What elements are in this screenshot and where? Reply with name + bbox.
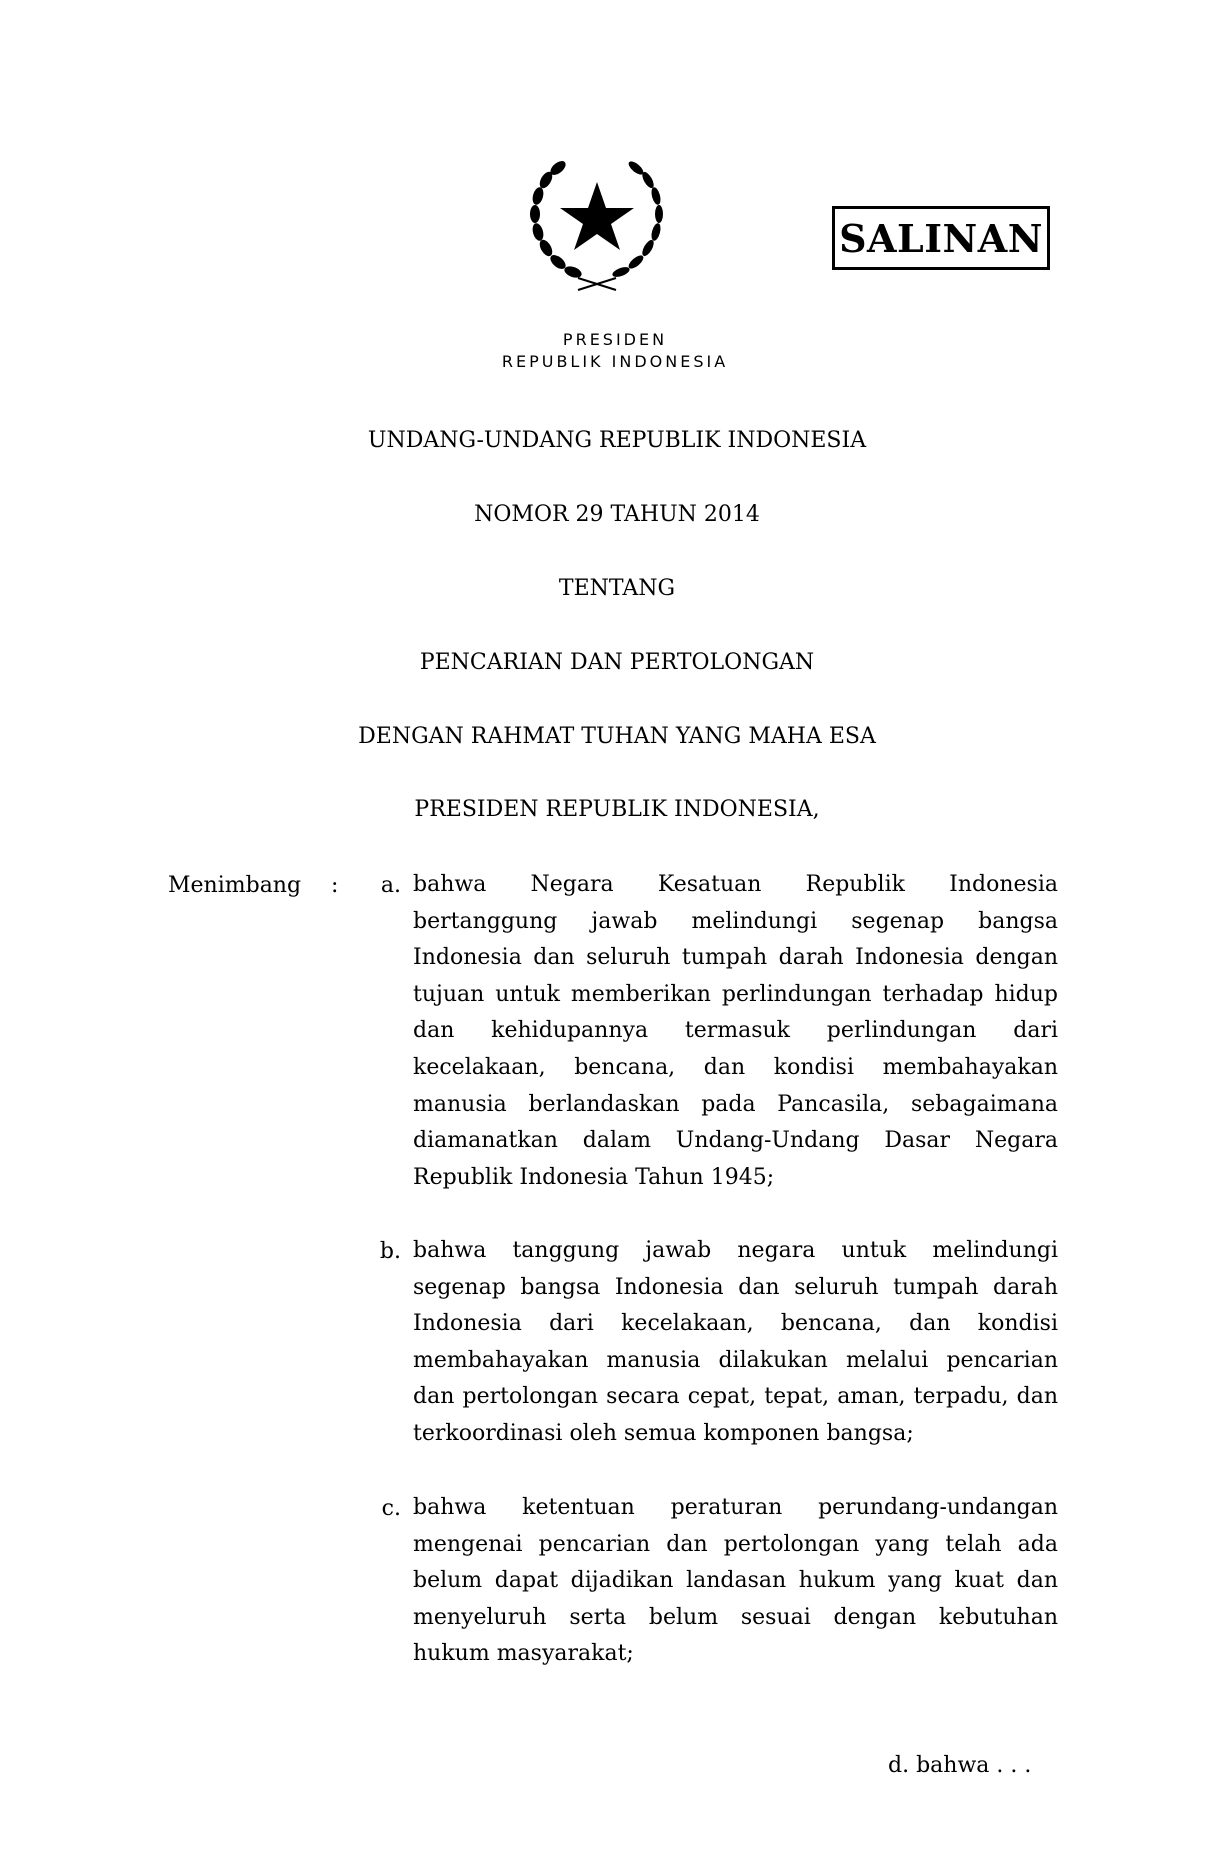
law-number: NOMOR 29 TAHUN 2014 — [474, 502, 760, 527]
item-letter-c: c. — [381, 1496, 401, 1521]
emblem-label-republik: REPUBLIK INDONESIA — [501, 352, 729, 371]
menimbang-colon: : — [331, 873, 339, 898]
consideration-item-b: bahwa tanggung jawab negara untuk melindungi segenap bangsa Indonesia dan seluruh tumpah darah Indonesia dari kecelakaan, bencana, dan kondisi membahayakan manusia dilakukan melalui pencarian dan pertolongan secara cepat, tepat, aman, terpadu, dan terkoordinasi oleh semua komponen bangsa; — [413, 1238, 1058, 1446]
about-label: TENTANG — [558, 576, 676, 601]
invocation: DENGAN RAHMAT TUHAN YANG MAHA ESA — [358, 724, 876, 749]
salinan-stamp: SALINAN — [832, 206, 1050, 270]
item-letter-a: a. — [380, 873, 401, 898]
law-title: UNDANG-UNDANG REPUBLIK INDONESIA — [367, 428, 867, 453]
consideration-item-c: bahwa ketentuan peraturan perundang-undangan mengenai pencarian dan pertolongan yang telah ada belum dapat dijadikan landasan hukum yang kuat dan menyeluruh serta belum sesuai dengan kebutuhan hukum masyarakat; — [413, 1495, 1058, 1667]
law-subject: PENCARIAN DAN PERTOLONGAN — [419, 650, 815, 675]
continuation-footer: d. bahwa . . . — [888, 1753, 1032, 1778]
star-emblem-icon — [518, 150, 676, 300]
issuer: PRESIDEN REPUBLIK INDONESIA, — [414, 797, 820, 822]
menimbang-label: Menimbang — [168, 873, 302, 898]
consideration-item-a: bahwa Negara Kesatuan Republik Indonesia bertanggung jawab melindungi segenap bangsa Indonesia dan seluruh tumpah darah Indonesia dengan tujuan untuk memberikan perlindungan terhadap hidup dan kehidupannya termasuk perlindungan dari kecelakaan, bencana, dan kondisi membahayakan manusia berlandaskan pada Pancasila, sebagaimana diamanatkan dalam Undang-Undang Dasar Negara Republik Indonesia Tahun 1945; — [413, 872, 1058, 1190]
emblem-label-presiden: PRESIDEN — [562, 330, 668, 349]
item-letter-b: b. — [379, 1239, 401, 1264]
